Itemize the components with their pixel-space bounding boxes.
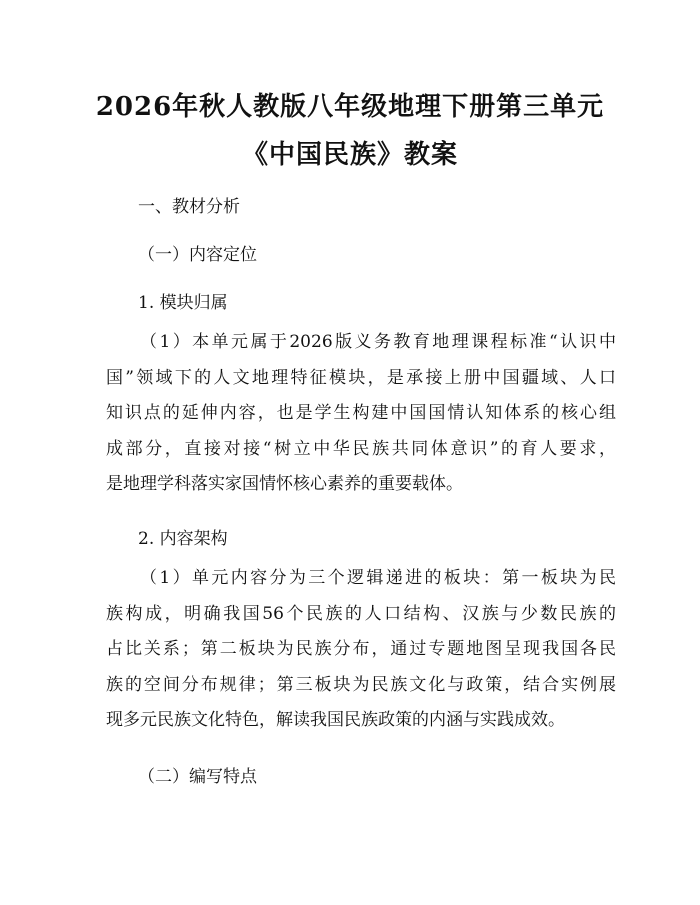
paragraph-module-attribution [106,325,616,503]
paragraph-line: 现多元民族文化特色，解读我国民族政策的内涵与实践成效。 [106,710,565,731]
paragraph-line: 是地理学科落实家国情怀核心素养的重要载体。 [106,474,463,495]
paragraph-content-structure [106,561,616,739]
section-heading-textbook-analysis: 一、教材分析 [138,197,240,217]
item-heading-module-attribution: 1. 模块归属 [138,293,228,313]
item-heading-content-structure: 2. 内容架构 [138,529,228,549]
paragraph-line: （1）单元内容分为三个逻辑递进的板块：第一板块为民 [140,568,616,588]
paragraph-line: 族的空间分布规律；第三板块为民族文化与政策，结合实例展 [106,674,616,695]
paragraph-line: 成部分，直接对接“树立中华民族共同体意识”的育人要求， [106,438,616,459]
paragraph-line: 国”领域下的人文地理特征模块，是承接上册中国疆域、人口 [106,367,616,388]
subsection-heading-content-positioning: （一）内容定位 [138,245,257,265]
paragraph-line: 占比关系；第二板块为民族分布，通过专题地图呈现我国各民 [106,639,616,660]
document-title-line-2: 《中国民族》教案 [241,140,458,170]
paragraph-line: 族构成，明确我国56个民族的人口结构、汉族与少数民族的 [106,603,616,624]
document-title-line-1: 2026年秋人教版八年级地理下册第三单元 [95,92,605,122]
paragraph-line: 知识点的延伸内容，也是学生构建中国国情认知体系的核心组 [106,403,616,424]
subsection-heading-writing-features: （二）编写特点 [138,767,257,787]
paragraph-line: （1）本单元属于2026版义务教育地理课程标准“认识中 [140,332,616,352]
